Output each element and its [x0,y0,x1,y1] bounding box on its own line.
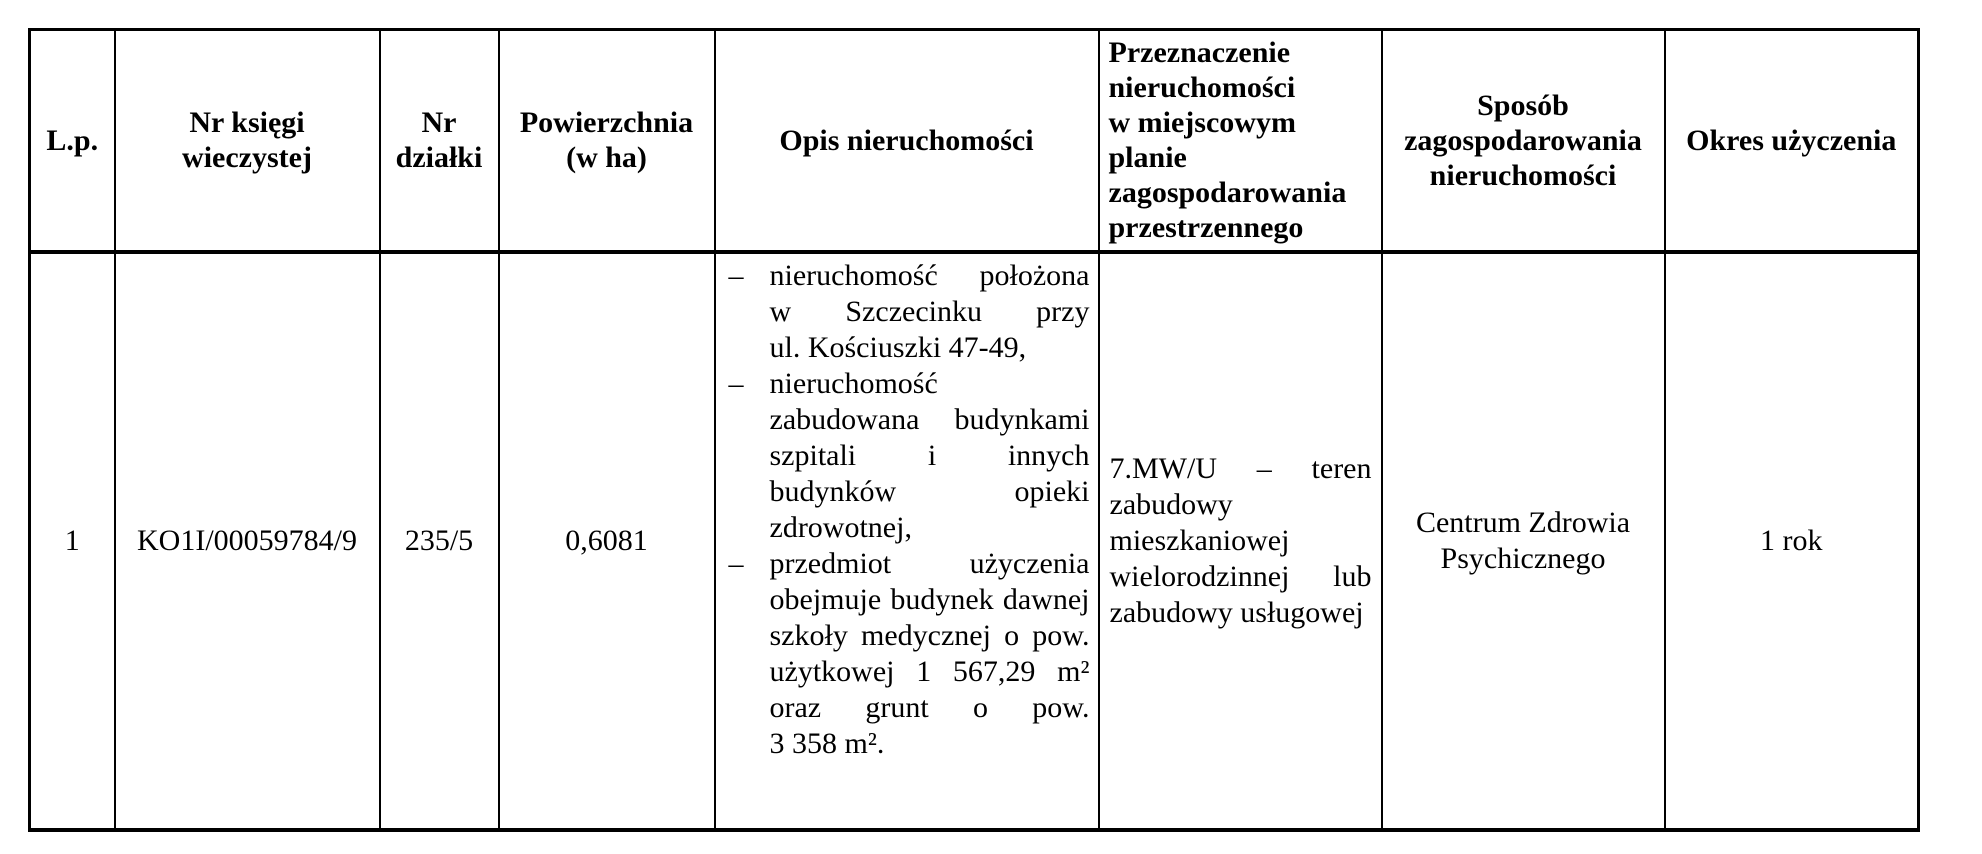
cell-lp: 1 [30,252,115,830]
col-header-powierzchnia: Powierzchnia (w ha) [499,30,715,252]
dash-bullet: – [728,258,744,292]
col-header-nr-ksiegi: Nr księgi wieczystej [115,30,380,252]
cell-nr-ksiegi-wieczystej: KO1I/00059784/9 [115,252,380,830]
opis-list-item [724,366,1090,546]
col-header-nr-dzialki: Nr działki [380,30,499,252]
cell-sposob-zagospodarowania: Centrum Zdrowia Psychicznego [1382,252,1665,830]
col-header-sposob: Sposób zagospodarowania nieruchomości [1382,30,1665,252]
col-header-przeznaczenie: Przeznaczenie nieruchomości w miejscowym planie zagospodarowania przestrzennego [1099,30,1382,252]
col-header-okres: Okres użyczenia [1665,30,1919,252]
table-row [30,252,1919,830]
col-header-opis: Opis nieruchomości [715,30,1099,252]
cell-nr-dzialki: 235/5 [380,252,499,830]
header-row [30,30,1919,252]
cell-okres-uzyczenia: 1 rok [1665,252,1919,830]
opis-list-item [724,258,1090,366]
col-header-lp: L.p. [30,30,115,252]
property-lending-table [28,28,1920,832]
cell-powierzchnia: 0,6081 [499,252,715,830]
opis-list-item [724,546,1090,762]
cell-przeznaczenie: 7.MW/U – teren zabudowy mieszkaniowej wielorodzinnej lub zabudowy usługowej [1099,252,1382,830]
opis-item-text: nieruchomość położona w Szczecinku przy ul. Kościuszki 47-49, [769,258,1090,364]
opis-item-text: przedmiot użyczenia obejmuje budynek dawnej szkoły medycznej o pow. użytkowej 1 567,29 m² oraz grunt o pow. 3 358 m². [769,546,1090,760]
opis-item-text: nieruchomość zabudowana budynkami szpitali i innych budynków opieki zdrowotnej, [769,366,1090,544]
cell-opis-nieruchomosci [715,252,1099,830]
dash-bullet: – [728,366,744,400]
dash-bullet: – [728,546,744,580]
